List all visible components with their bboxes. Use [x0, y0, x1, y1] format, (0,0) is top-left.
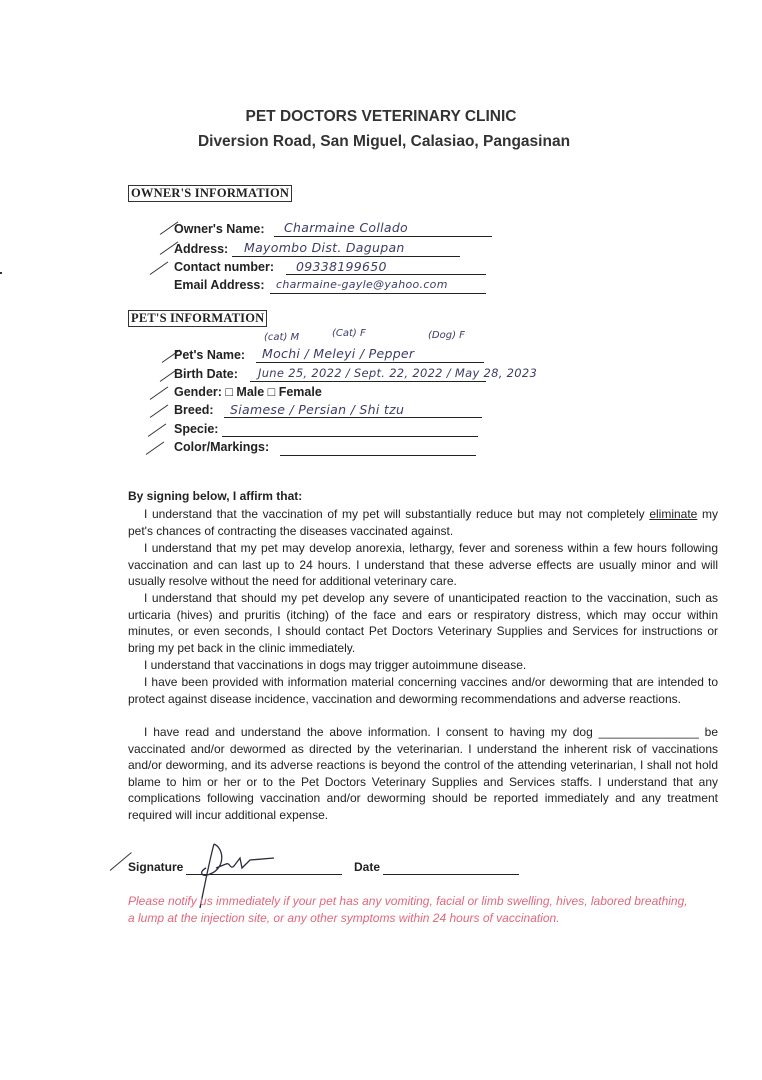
- eliminate-underlined: eliminate: [649, 507, 698, 521]
- birth-date-line: [250, 381, 486, 382]
- owner-name-label: Owner's Name:: [174, 222, 265, 236]
- birth-date-value: June 25, 2022 / Sept. 22, 2022 / May 28, 2023: [258, 366, 538, 380]
- check-mark: [148, 423, 167, 436]
- specie-label: Specie:: [174, 422, 219, 436]
- clinic-name: PET DOCTORS VETERINARY CLINIC: [245, 108, 517, 125]
- breed-value: Siamese / Persian / Shi tzu: [230, 402, 405, 417]
- clinic-address: Diversion Road, San Miguel, Calasiao, Pangasinan: [197, 133, 571, 150]
- email-label: Email Address:: [174, 278, 265, 292]
- color-markings-label: Color/Markings:: [174, 440, 270, 454]
- check-mark: [146, 441, 165, 454]
- date-line: [383, 874, 519, 875]
- breed-label: Breed:: [174, 403, 214, 417]
- contact-value: 09338199650: [296, 259, 387, 274]
- check-mark: [150, 386, 169, 399]
- owner-name-value: Charmaine Collado: [284, 220, 409, 235]
- check-mark: [150, 404, 169, 417]
- consent-paragraph-6: I have read and understand the above information. I consent to having my dog _______________ be vaccinated and/or dewormed as directed by the veterinarian. I understand the inherent risk of vaccinations and/or deworming, and its adverse reactions is beyond the control of the attending veterinarian, I shall not hold blame to him or her or to the Pet Doctors Veterinary Supplies and Services staffs. I understand that any complications following vaccination and/or deworming should be reported immediately and any treatment required will incur additional expense.: [128, 725, 718, 822]
- pet-name-label: Pet's Name:: [174, 348, 246, 362]
- gender-label: Gender: □ Male □ Female: [174, 385, 322, 399]
- birth-date-label: Birth Date:: [174, 367, 238, 381]
- address-value: Mayombo Dist. Dagupan: [244, 240, 405, 255]
- pet1-annotation: (cat) M: [264, 332, 300, 343]
- owner-name-line: [274, 236, 492, 237]
- consent-paragraph-5: I have been provided with information material concerning vaccines and/or deworming that are intended to protect against disease incidence, vaccination and deworming recommendations and adverse reactions.: [128, 675, 718, 706]
- consent-paragraph-3: I understand that should my pet develop any severe of unanticipated reaction to the vaccination, such as urticaria (hives) and pruritis (itching) of the face and ears or respiratory distress, which may occur within minutes, or even seconds, I should contact Pet Doctors Veterinary Supplies and Services for instructions or bring my pet back in the clinic immediately.: [128, 591, 718, 655]
- contact-label: Contact number:: [174, 260, 274, 274]
- date-label: Date: [354, 860, 381, 874]
- breed-line: [224, 417, 482, 418]
- consent-paragraph-2: I understand that my pet may develop anorexia, lethargy, fever and soreness within a few hours following vaccination and can last up to 24 hours. I understand that these adverse effects are usually minor and will usually resolve without the need for additional veterinary care.: [128, 541, 718, 589]
- consent-paragraph-4: I understand that vaccinations in dogs may trigger autoimmune disease.: [144, 658, 527, 672]
- owner-section-title: OWNER'S INFORMATION: [128, 185, 292, 202]
- specie-line: [222, 436, 478, 437]
- email-line: [270, 293, 486, 294]
- pet3-annotation: (Dog) F: [428, 330, 465, 341]
- signature-label: Signature: [128, 860, 184, 874]
- vaccination-warning: Please notify us immediately if your pet has any vomiting, facial or limb swelling, hives, labored breathing, a lump at the injection site, or any other symptoms within 24 hours of vaccination.: [128, 894, 688, 925]
- email-value: charmaine-gayle@yahoo.com: [276, 278, 448, 291]
- scan-speck: [0, 272, 2, 274]
- address-label: Address:: [174, 242, 229, 256]
- consent-paragraph-1: I understand that the vaccination of my pet will substantially reduce but may not completely eliminate my pet's chances of contracting the diseases vaccinated against.: [128, 507, 718, 538]
- pet2-annotation: (Cat) F: [332, 328, 366, 339]
- pet-name-value: Mochi / Meleyi / Pepper: [262, 346, 415, 361]
- check-mark: [150, 261, 169, 274]
- affirm-title: By signing below, I affirm that:: [128, 489, 303, 503]
- pet-name-line: [256, 362, 484, 363]
- color-markings-line: [280, 455, 476, 456]
- contact-line: [286, 274, 486, 275]
- pet-section-title: PET'S INFORMATION: [128, 310, 267, 327]
- address-line: [232, 256, 460, 257]
